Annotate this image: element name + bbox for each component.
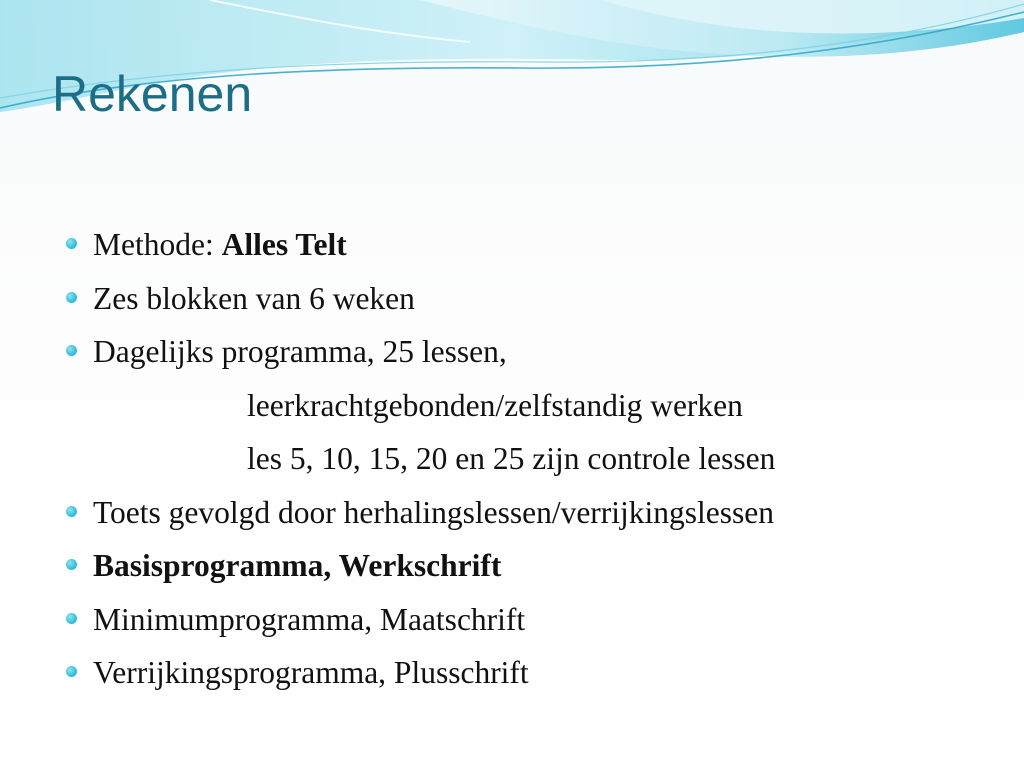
bullet-dot-icon bbox=[66, 345, 77, 356]
bullet-dot-icon bbox=[66, 292, 77, 303]
bullet-dot-icon bbox=[66, 666, 77, 677]
bullet-item bbox=[66, 646, 1006, 700]
slide-title: Rekenen bbox=[52, 66, 253, 122]
bullet-text: Verrijkingsprogramma, Plusschrift bbox=[93, 655, 529, 690]
bullet-label: Methode: bbox=[93, 227, 222, 262]
method-name: Alles Telt bbox=[221, 227, 347, 262]
bullet-item bbox=[66, 486, 1006, 540]
continuation-text: leerkrachtgebonden/zelfstandig werken bbox=[247, 387, 743, 423]
bullet-dot-icon bbox=[66, 559, 77, 570]
bullet-list bbox=[66, 218, 1006, 700]
bullet-item bbox=[66, 272, 1006, 326]
bullet-item bbox=[66, 325, 1006, 379]
bullet-text: Toets gevolgd door herhalingslessen/verrijkingslessen bbox=[93, 494, 775, 530]
bullet-item bbox=[66, 539, 1006, 593]
bullet-continuation bbox=[66, 432, 1006, 486]
bullet-text: Dagelijks programma, 25 lessen, bbox=[93, 334, 507, 369]
continuation-text: les 5, 10, 15, 20 en 25 zijn controle lessen bbox=[247, 441, 776, 476]
bullet-item bbox=[66, 218, 1006, 272]
bullet-item bbox=[66, 593, 1006, 647]
bullet-dot-icon bbox=[66, 238, 77, 249]
bullet-text-bold: Basisprogramma, Werkschrift bbox=[93, 548, 502, 583]
bullet-text: Minimumprogramma, Maatschrift bbox=[93, 601, 526, 637]
bullet-continuation bbox=[66, 379, 1006, 433]
bullet-dot-icon bbox=[66, 613, 77, 624]
bullet-text: Zes blokken van 6 weken bbox=[93, 280, 415, 316]
bullet-dot-icon bbox=[66, 506, 77, 517]
